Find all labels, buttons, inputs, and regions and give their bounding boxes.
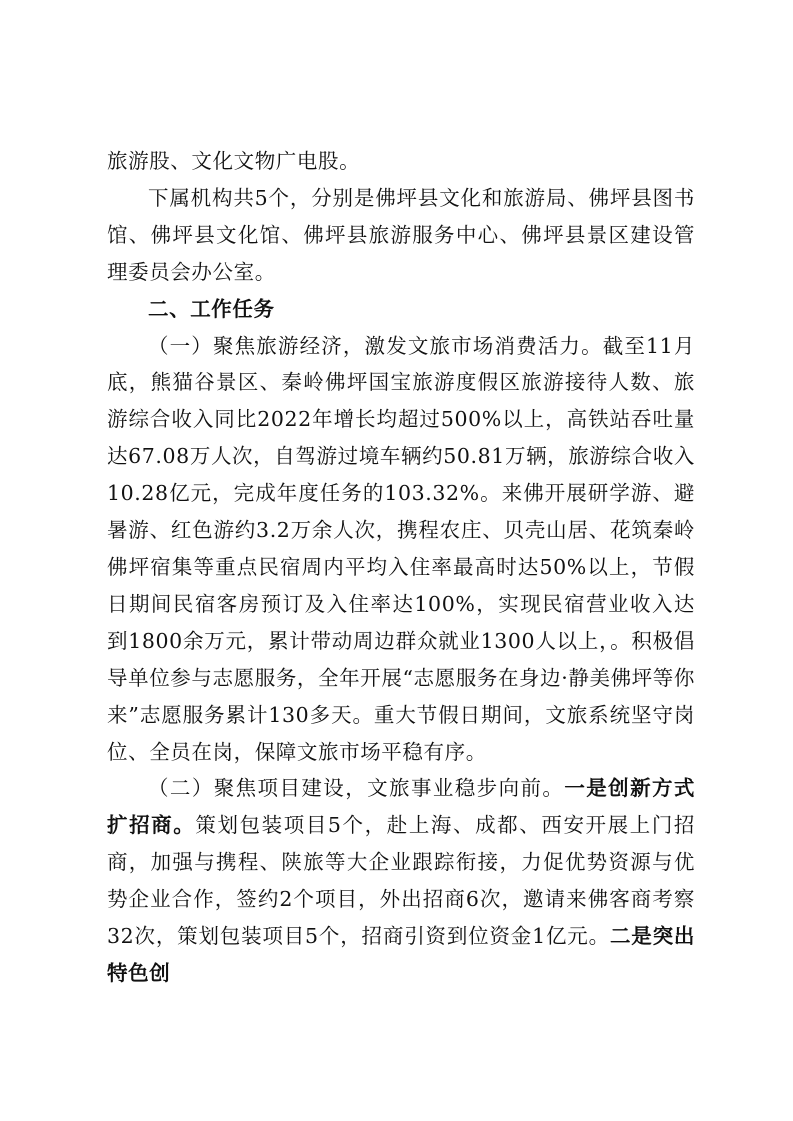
- paragraph-subordinate-units: 下属机构共5个，分别是佛坪县文化和旅游局、佛坪县图书馆、佛坪县文化馆、佛坪县旅游服务中心、佛坪县景区建设管理委员会办公室。: [107, 185, 695, 284]
- investment-text: 策划包装项目5个，赴上海、成都、西安开展上门招商，加强与携程、陕旅等大企业跟踪衔接，力促优势资源与优势企业合作，签约2个项目，外出招商6次，邀请来佛客商考察32次，策划包装项目5个，招商引资到位资金1亿元。: [107, 813, 696, 949]
- subheading-project-construction: （二）聚焦项目建设，文旅事业稳步向前。: [148, 776, 565, 801]
- tourism-economy-text: 截至11月底，熊猫谷景区、秦岭佛坪国宝旅游度假区旅游接待人数、旅游综合收入同比2022年增长均超过500%以上，高铁站吞吐量达67.08万人次，自驾游过境车辆约50.81万辆，旅游综合收入10.28亿元，完成年度任务的103.32%。来佛开展研学游、避暑游、红色游约3.2万余人次，携程农庄、贝壳山居、花筑秦岭佛坪宿集等重点民宿周内平均入住率最高时达50%以上，节假日期间民宿客房预订及入住率达100%，实现民宿营业收入达到1800余万元，累计带动周边群众就业1300人以上，。积极倡导单位参与志愿服务，全年开展“志愿服务在身边·静美佛坪等你来”志愿服务累计130多天。重大节假日期间，文旅系统坚守岗位、全员在岗，保障文旅市场平稳有序。: [107, 333, 695, 764]
- kicker-investment: 一是创新方式扩招商。: [107, 776, 695, 838]
- paragraph-project-construction: [107, 770, 695, 991]
- paragraph-intro-tail: 旅游股、文化文物广电股。: [107, 149, 361, 173]
- kicker-featured: 二是突出特色创: [107, 924, 695, 985]
- document-body: [107, 143, 695, 992]
- paragraph-tourism-economy: [107, 328, 695, 771]
- subheading-tourism-economy: （一）聚焦旅游经济，激发文旅市场消费活力。: [148, 333, 603, 358]
- section-heading-work-tasks: 二、工作任务: [148, 296, 275, 321]
